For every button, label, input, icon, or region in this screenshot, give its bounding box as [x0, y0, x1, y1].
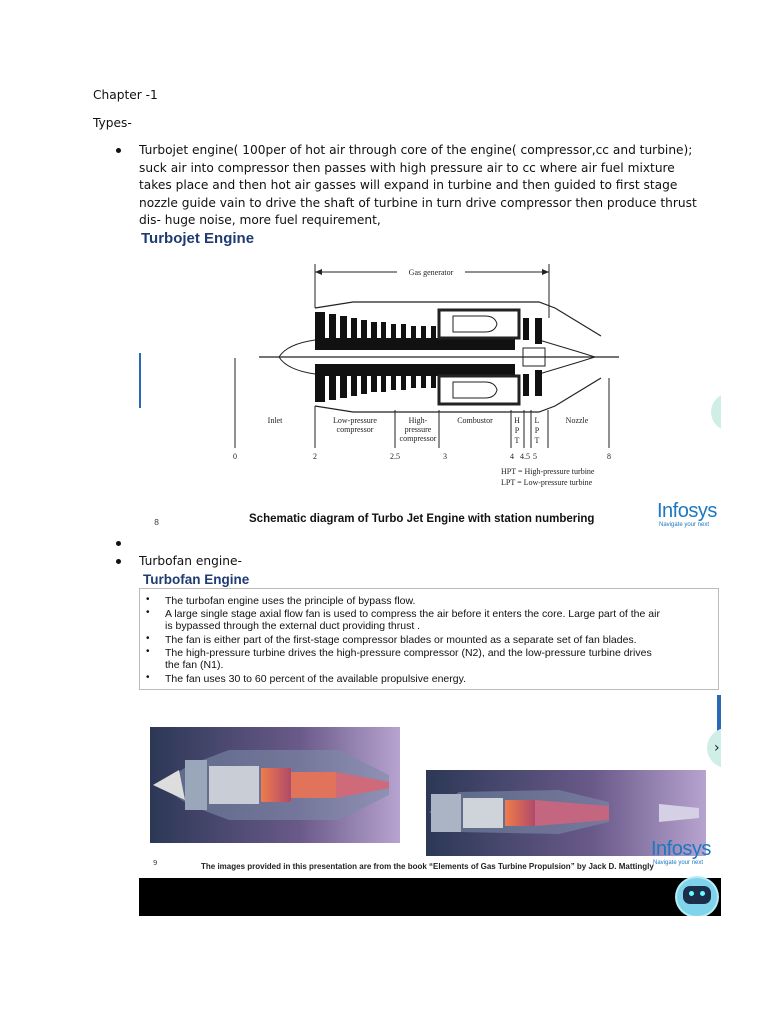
- turbofan-slide-image: [139, 570, 721, 916]
- robot-assistant-icon[interactable]: [675, 876, 719, 916]
- slide-caption: Schematic diagram of Turbo Jet Engine with station numbering: [249, 513, 595, 525]
- logo-tagline: Navigate your next: [653, 860, 704, 866]
- bullet-marker: •: [146, 672, 150, 683]
- turbojet-line-1: Turbojet engine( 100per of hot air through core of the engine( compressor,cc and turbine);: [139, 143, 693, 157]
- chapter-heading: Chapter -1: [93, 88, 158, 102]
- legend-lpt: LPT = Low-pressure turbine: [501, 478, 593, 487]
- infosys-logo: Infosys: [651, 838, 711, 860]
- turbofan-point-3: The fan is either part of the first-stage compressor blades or mounted as a separate set of fan blades.: [165, 634, 637, 646]
- inlet-label: Inlet: [267, 416, 283, 425]
- bullet-box: [139, 588, 719, 690]
- infosys-logo: Infosys: [657, 500, 717, 522]
- bullet-marker: [116, 148, 121, 153]
- turbofan-point-4-cont: the fan (N1).: [165, 659, 224, 671]
- turbojet-slide-image: [139, 228, 721, 534]
- station-label: 4: [510, 452, 514, 461]
- robot-eye: [700, 891, 705, 896]
- turbofan-point-4: The high-pressure turbine drives the high-pressure compressor (N2), and the low-pressure turbine drives: [165, 647, 652, 659]
- source-note: The images provided in this presentation are from the book “Elements of Gas Turbine Propulsion” by Jack D. Mattingly: [201, 862, 654, 871]
- station-label: 4.5: [520, 452, 530, 461]
- bullet-marker: [116, 541, 121, 546]
- gas-generator-label: Gas generator: [408, 268, 454, 277]
- station-label: 0: [233, 452, 237, 461]
- turbojet-line-4: nozzle guide vain to drive the shaft of turbine in turn drive compressor then produce thrust: [139, 196, 697, 210]
- combustor-label: Combustor: [457, 416, 493, 425]
- types-heading: Types-: [93, 116, 132, 130]
- bullet-marker: •: [146, 646, 150, 657]
- bullet-marker: [116, 559, 121, 564]
- slide-title: Turbojet Engine: [141, 230, 255, 247]
- hpc-label-3: compressor: [399, 434, 437, 443]
- hpt-letter-t: T: [514, 436, 520, 445]
- lpc-label-1: Low-pressure: [333, 416, 377, 425]
- legend-hpt: HPT = High-pressure turbine: [501, 467, 595, 476]
- lpc-label-2: compressor: [336, 425, 374, 434]
- turbofan-heading: Turbofan engine-: [139, 554, 242, 568]
- lpt-letter-p: P: [534, 426, 540, 435]
- hpt-letter-p: P: [514, 426, 520, 435]
- station-label: 2: [313, 452, 317, 461]
- turbofan-engine-images: [139, 720, 721, 880]
- lpt-letter-t: T: [534, 436, 540, 445]
- hpc-label-1: High-: [408, 416, 428, 425]
- slide-title: Turbofan Engine: [143, 572, 250, 587]
- robot-eye: [689, 891, 694, 896]
- bullet-marker: •: [146, 633, 150, 644]
- chevron-right-icon[interactable]: ›: [714, 740, 720, 756]
- video-control-bar: [139, 878, 721, 916]
- slide-page-number: 9: [153, 859, 158, 867]
- station-label: 5: [533, 452, 537, 461]
- bullet-marker: •: [146, 594, 150, 605]
- turbojet-line-2: suck air into compressor then passes with high pressure air to cc where air fuel mixture: [139, 161, 675, 175]
- slide-page-number: 8: [154, 518, 160, 527]
- turbofan-point-5: The fan uses 30 to 60 percent of the available propulsive energy.: [165, 673, 466, 685]
- turbojet-line-3: takes place and then hot air gasses will expand in turbine and then guided to first stage: [139, 178, 678, 192]
- turbofan-point-1: The turbofan engine uses the principle of bypass flow.: [165, 595, 416, 607]
- turbofan-point-2: A large single stage axial flow fan is used to compress the air before it enters the core. Large part of the air: [165, 608, 660, 620]
- hpc-label-2: pressure: [404, 425, 432, 434]
- turbofan-point-2-cont: is bypassed through the external duct providing thrust .: [165, 620, 421, 632]
- station-label: 3: [443, 452, 447, 461]
- station-label: 8: [607, 452, 611, 461]
- lpt-letter-l: L: [534, 416, 540, 425]
- station-label: 2.5: [390, 452, 400, 461]
- logo-tagline: Navigate your next: [659, 522, 710, 528]
- nozzle-label: Nozzle: [565, 416, 589, 425]
- robot-face: [683, 886, 711, 904]
- hpt-letter-h: H: [514, 416, 520, 425]
- turbojet-line-5: dis- huge noise, more fuel requirement,: [139, 213, 381, 227]
- bullet-marker: •: [146, 607, 150, 618]
- turbojet-schematic: [139, 228, 721, 534]
